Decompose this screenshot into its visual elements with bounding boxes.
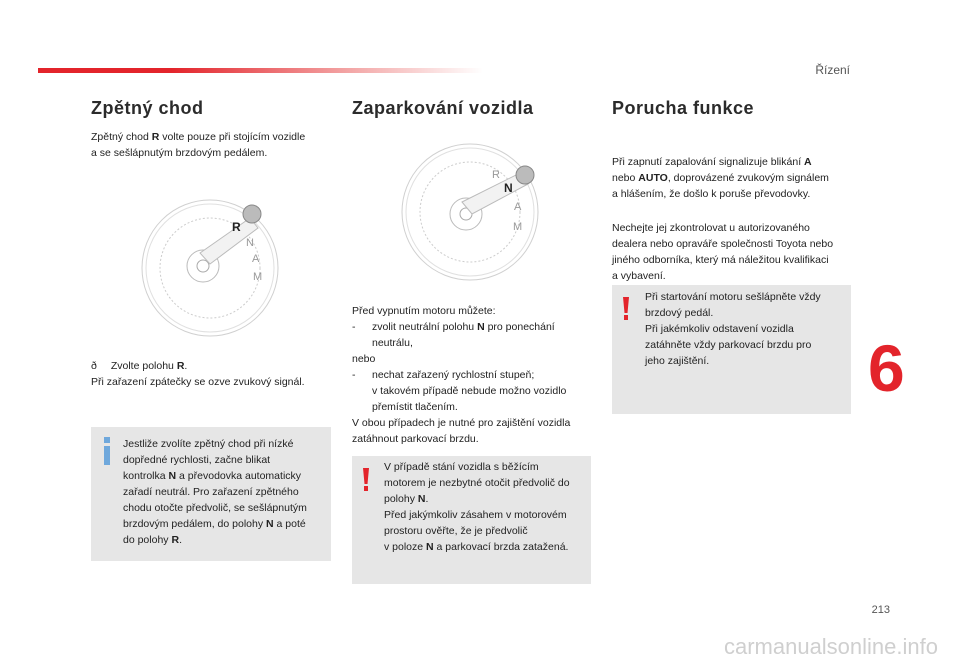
info-box-text: Jestliže zvolíte zpětný chod při nízké dopředné rychlosti, začne blikat kontrolka N a převodovka automaticky zařadí neutrál. Pro zařazení zpětného chodu otočte předvolič, se sešlápnutým brzdovým pedálem, do polohy N a poté do polohy R.: [123, 438, 307, 546]
gear-label-r: R: [232, 220, 241, 234]
heading-parking: Zaparkování vozidla: [352, 98, 534, 118]
gear-label-r: R: [492, 169, 500, 181]
page-number: 213: [871, 604, 890, 616]
warning-icon: [622, 297, 630, 321]
info-box-reverse: [91, 427, 331, 561]
warning-box-malfunction: [612, 285, 851, 414]
gear-selector-illustration-r: [140, 198, 280, 338]
warning-box-text: Při startování motoru sešlápněte vždy brzdový pedál. Při jakémkoliv odstavení vozidla zatáhněte vždy parkovací brzdu pro jeho zajištění.: [645, 291, 821, 367]
gear-label-m: M: [513, 221, 523, 233]
gear-label-n: N: [504, 181, 513, 195]
gear-label-a: A: [514, 201, 522, 213]
heading-reverse: Zpětný chod: [91, 98, 204, 118]
heading-malfunction: Porucha funkce: [612, 98, 755, 118]
parking-text: Před vypnutím motoru můžete: - zvolit neutrální polohu N pro ponechání neutrálu, nebo - nechat zařazený rychlostní stupeň; v takovém případě nebude možno vozidlo přemístit tlačením. V obou případech je nutné pro zajištění vozidla zatáhnout parkovací brzdu.: [352, 305, 571, 445]
chapter-number: 6: [868, 331, 905, 405]
gear-selector-illustration-n: [400, 142, 540, 282]
malfunction-text-2: Nechejte jej zkontrolovat u autorizovaného dealera nebo opraváře společnosti Toyota nebo jiného odborníka, který má náležitou kvalifikaci a vybavení.: [612, 222, 834, 282]
warning-icon: [362, 468, 370, 492]
header-accent-bar: [38, 68, 483, 73]
info-icon: [101, 437, 113, 465]
gear-label-m: M: [253, 271, 263, 283]
reverse-step: ð Zvolte polohu R. Při zařazení zpátečky se ozve zvukový signál.: [91, 360, 305, 388]
watermark: carmanualsonline.info: [723, 634, 938, 659]
malfunction-text-1: Při zapnutí zapalování signalizuje blikání A nebo AUTO, doprovázené zvukovým signálem a hlášením, že došlo k poruše převodovky.: [612, 156, 829, 200]
reverse-intro: Zpětný chod R volte pouze při stojícím vozidle a se sešlápnutým brzdovým pedálem.: [91, 131, 306, 159]
warning-box-parking: [352, 456, 591, 584]
gear-label-n: N: [246, 237, 254, 249]
warning-box-text: V případě stání vozidla s běžícím motorem je nezbytné otočit předvolič do polohy N. Před jakýmkoliv zásahem v motorovém prostoru ověřte, že je předvolič v poloze N a parkovací brzda zatažená.: [384, 461, 570, 553]
gear-label-a: A: [252, 253, 260, 265]
chapter-title: Řízení: [815, 63, 850, 77]
